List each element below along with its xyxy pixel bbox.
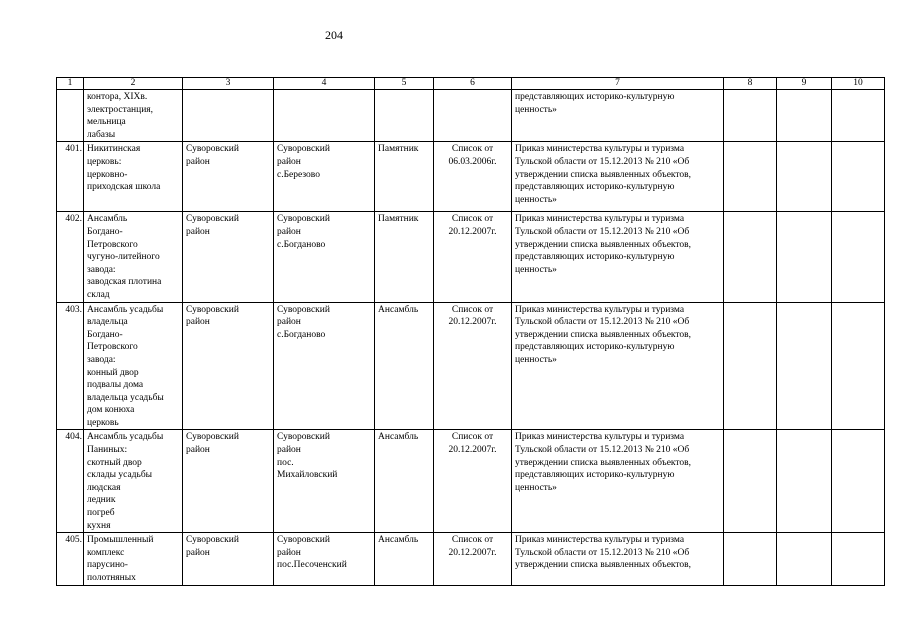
cell-col8	[724, 533, 777, 586]
column-number: 6	[434, 78, 512, 90]
cell-col10	[832, 212, 885, 302]
cell-col8	[724, 430, 777, 533]
legal-document: Приказ министерства культуры и туризма Тульской области от 15.12.2013 № 210 «Об утверждении списка выявленных объектов, представляющих историко-культурную ценность»	[512, 302, 724, 430]
table-row	[57, 90, 885, 142]
cell-col9	[777, 212, 832, 302]
table-row	[57, 533, 885, 586]
district	[183, 90, 274, 142]
table-row	[57, 142, 885, 212]
legal-document: Приказ министерства культуры и туризма Тульской области от 15.12.2013 № 210 «Об утверждении списка выявленных объектов, представляющих историко-культурную ценность»	[512, 212, 724, 302]
column-number: 4	[274, 78, 375, 90]
cell-col8	[724, 90, 777, 142]
category	[375, 90, 434, 142]
object-name: Ансамбль усадьбы владельца Богдано- Петровского завода: конный двор подвалы дома владельца усадьбы дом конюха церковь	[84, 302, 183, 430]
object-name: Ансамбль усадьбы Паниных: скотный двор склады усадьбы людская ледник погреб кухня	[84, 430, 183, 533]
cell-col10	[832, 430, 885, 533]
district: Суворовский район	[183, 430, 274, 533]
list-reference: Список от 20.12.2007г.	[434, 533, 512, 586]
cell-col8	[724, 142, 777, 212]
table-row	[57, 212, 885, 302]
cell-col9	[777, 90, 832, 142]
cell-col10	[832, 142, 885, 212]
location: Суворовский район с.Березово	[274, 142, 375, 212]
cell-col9	[777, 533, 832, 586]
table-row	[57, 430, 885, 533]
cell-col10	[832, 302, 885, 430]
column-number: 10	[832, 78, 885, 90]
cell-col9	[777, 142, 832, 212]
page-number: 204	[325, 28, 343, 42]
district: Суворовский район	[183, 302, 274, 430]
column-number: 3	[183, 78, 274, 90]
cell-col9	[777, 430, 832, 533]
location: Суворовский район пос. Михайловский	[274, 430, 375, 533]
category: Памятник	[375, 212, 434, 302]
category: Ансамбль	[375, 302, 434, 430]
column-number-row	[57, 78, 885, 90]
column-number: 8	[724, 78, 777, 90]
column-number: 5	[375, 78, 434, 90]
location	[274, 90, 375, 142]
cell-col9	[777, 302, 832, 430]
row-number: 403.	[57, 302, 84, 430]
object-name: контора, XIXв. электростанция, мельница лабазы	[84, 90, 183, 142]
legal-document: Приказ министерства культуры и туризма Тульской области от 15.12.2013 № 210 «Об утверждении списка выявленных объектов,	[512, 533, 724, 586]
column-number: 2	[84, 78, 183, 90]
district: Суворовский район	[183, 533, 274, 586]
cell-col8	[724, 302, 777, 430]
cell-col10	[832, 90, 885, 142]
row-number: 402.	[57, 212, 84, 302]
legal-document: Приказ министерства культуры и туризма Тульской области от 15.12.2013 № 210 «Об утверждении списка выявленных объектов, представляющих историко-культурную ценность»	[512, 142, 724, 212]
location: Суворовский район с.Богданово	[274, 302, 375, 430]
district: Суворовский район	[183, 212, 274, 302]
list-reference	[434, 90, 512, 142]
list-reference: Список от 06.03.2006г.	[434, 142, 512, 212]
legal-document: представляющих историко-культурную ценность»	[512, 90, 724, 142]
row-number: 404.	[57, 430, 84, 533]
list-reference: Список от 20.12.2007г.	[434, 302, 512, 430]
list-reference: Список от 20.12.2007г.	[434, 212, 512, 302]
object-name: Никитинская церковь: церковно- приходская школа	[84, 142, 183, 212]
location: Суворовский район с.Богданово	[274, 212, 375, 302]
category: Памятник	[375, 142, 434, 212]
category: Ансамбль	[375, 533, 434, 586]
row-number	[57, 90, 84, 142]
location: Суворовский район пос.Песоченский	[274, 533, 375, 586]
cell-col8	[724, 212, 777, 302]
category: Ансамбль	[375, 430, 434, 533]
row-number: 401.	[57, 142, 84, 212]
column-number: 1	[57, 78, 84, 90]
legal-document: Приказ министерства культуры и туризма Тульской области от 15.12.2013 № 210 «Об утверждении списка выявленных объектов, представляющих историко-культурную ценность»	[512, 430, 724, 533]
column-number: 9	[777, 78, 832, 90]
row-number: 405.	[57, 533, 84, 586]
column-number: 7	[512, 78, 724, 90]
district: Суворовский район	[183, 142, 274, 212]
heritage-register-table	[56, 77, 885, 586]
cell-col10	[832, 533, 885, 586]
table-row	[57, 302, 885, 430]
object-name: Ансамбль Богдано- Петровского чугуно-литейного завода: заводская плотина склад	[84, 212, 183, 302]
list-reference: Список от 20.12.2007г.	[434, 430, 512, 533]
object-name: Промышленный комплекс парусино- полотняных	[84, 533, 183, 586]
